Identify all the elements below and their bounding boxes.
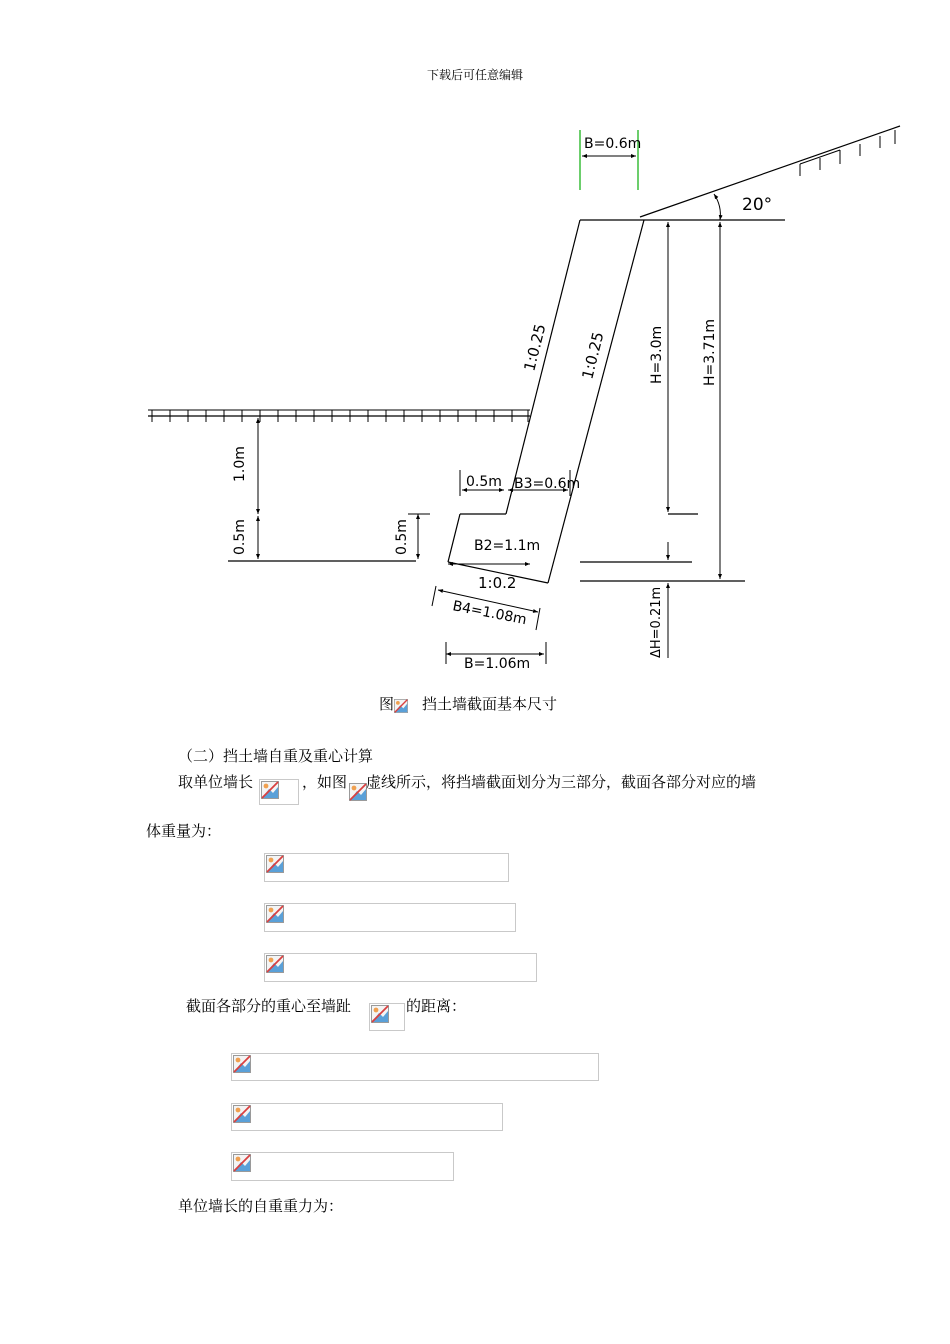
formula-image-distance-2 (231, 1103, 503, 1131)
label-b4: B4=1.08m (451, 598, 528, 629)
label-h-3: H=3.0m (649, 325, 665, 384)
formula-image-distance-3 (231, 1152, 454, 1181)
page-header: 下载后可任意编辑 (426, 68, 523, 82)
wall-toe-image (369, 1003, 405, 1031)
broken-image-icon (233, 1105, 251, 1123)
broken-image-icon (394, 697, 408, 715)
label-b-top: B=0.6m (584, 136, 642, 152)
broken-image-icon (371, 1005, 389, 1023)
formula-image-distance-1 (231, 1053, 599, 1081)
unit-length-formula-image (259, 779, 299, 805)
formula-image-weight-1 (264, 853, 509, 882)
para3: 单位墙长的自重重力为： (178, 1197, 344, 1215)
para1-part-d: 体重量为： (146, 822, 222, 840)
para1-part-a: 取单位墙长 (178, 773, 254, 791)
label-dim-05-top: 0.5m (466, 474, 502, 490)
figure-number-image (394, 696, 408, 716)
label-h-371: H=3.71m (702, 318, 718, 386)
label-dim-05-right: 0.5m (394, 519, 410, 555)
section-heading: （二）挡土墙自重及重心计算 (178, 747, 374, 765)
label-slope-front: 1:0.25 (520, 322, 550, 373)
label-b3: B3=0.6m (514, 476, 581, 492)
figure-caption: 图 (379, 695, 395, 713)
label-slope-base: 1:0.2 (478, 574, 517, 592)
label-dim-05-left: 0.5m (232, 519, 248, 555)
broken-image-icon (233, 1154, 251, 1172)
para1-part-b: ，如图 (302, 773, 348, 791)
formula-image-weight-3 (264, 953, 537, 982)
broken-image-icon (266, 855, 284, 873)
formula-image-weight-2 (264, 903, 516, 932)
ground-hatching (148, 130, 895, 422)
label-angle: 20° (742, 195, 773, 215)
figure-caption-text: 挡土墙截面基本尺寸 (422, 695, 558, 713)
label-slope-back: 1:0.25 (578, 330, 608, 381)
para2-part-b: 的距离： (406, 997, 467, 1015)
label-dim-1m: 1.0m (232, 446, 248, 482)
label-b1: B=1.06m (464, 656, 531, 672)
label-b2: B2=1.1m (474, 538, 541, 554)
broken-image-icon (266, 905, 284, 923)
para2-part-a: 截面各部分的重心至墙趾 (186, 997, 352, 1015)
broken-image-icon (261, 781, 279, 799)
label-dh: ΔH=0.21m (649, 586, 664, 658)
broken-image-icon (349, 783, 367, 801)
broken-image-icon (266, 955, 284, 973)
broken-image-icon (233, 1055, 251, 1073)
para1-part-c: 虚线所示，将挡墙截面划分为三部分，截面各部分对应的墙 (366, 773, 757, 791)
figure-ref-image (348, 782, 368, 804)
retaining-wall-diagram (140, 118, 940, 678)
